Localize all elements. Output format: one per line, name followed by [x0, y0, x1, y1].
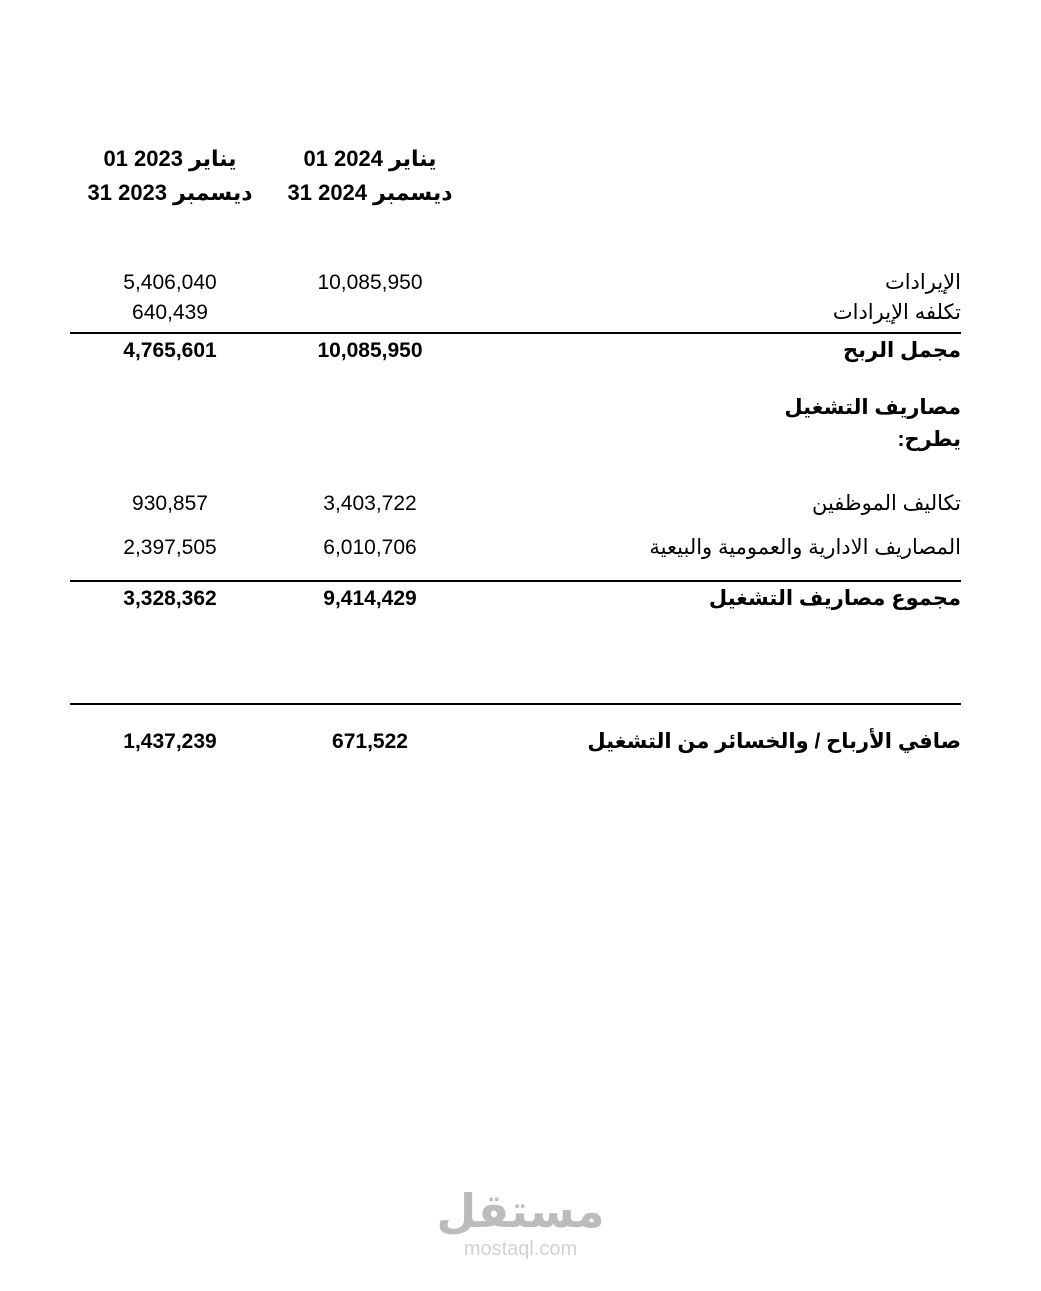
net-profit-rule	[70, 703, 961, 705]
row-revenue	[70, 268, 961, 298]
gross-profit-value-2024: 10,085,950	[317, 339, 423, 362]
gross-profit-rule	[70, 332, 961, 334]
revenue-label: الإيرادات	[884, 271, 961, 294]
admin-general-selling-value-2023: 2,397,505	[123, 536, 217, 559]
row-admin-general-selling	[70, 533, 961, 563]
income-statement	[70, 0, 961, 757]
less-label: يطرح:	[897, 428, 961, 451]
watermark	[0, 1185, 1041, 1261]
row-total-operating-expenses	[70, 584, 961, 614]
row-less	[70, 424, 961, 456]
staff-costs-value-2024: 3,403,722	[323, 492, 417, 515]
staff-costs-value-2023: 930,857	[132, 492, 208, 515]
net-operating-profit-value-2023: 1,437,239	[123, 730, 217, 753]
period-2024-header	[270, 142, 470, 210]
cost-of-revenue-label: تكلفه الإيرادات	[832, 301, 961, 324]
row-gross-profit	[70, 336, 961, 366]
period-2023-start-date: 01 يناير 2023	[103, 146, 237, 171]
total-operating-expenses-rule	[70, 580, 961, 582]
total-operating-expenses-label: مجموع مصاريف التشغيل	[708, 587, 961, 610]
row-cost-of-revenue	[70, 298, 961, 328]
period-2024-end-date: 31 ديسمبر 2024	[287, 180, 453, 205]
mostaql-logo: مستقل	[436, 1185, 605, 1237]
admin-general-selling-value-2024: 6,010,706	[323, 536, 417, 559]
period-2023-header	[70, 142, 270, 210]
revenue-value-2023: 5,406,040	[123, 271, 217, 294]
cost-of-revenue-value-2023: 640,439	[132, 301, 208, 324]
row-net-operating-profit	[70, 727, 961, 757]
gross-profit-value-2023: 4,765,601	[123, 339, 217, 362]
total-operating-expenses-value-2023: 3,328,362	[123, 587, 217, 610]
row-operating-expenses-title	[70, 392, 961, 424]
period-2023-end-date: 31 ديسمبر 2023	[87, 180, 253, 205]
period-2024-start-date: 01 يناير 2024	[303, 146, 437, 171]
row-staff-costs	[70, 489, 961, 519]
period-header-row	[70, 142, 961, 210]
net-operating-profit-value-2024: 671,522	[332, 730, 408, 753]
admin-general-selling-label: المصاريف الادارية والعمومية والبيعية	[649, 536, 961, 559]
operating-expenses-title: مصاريف التشغيل	[784, 396, 961, 419]
mostaql-domain-text: mostaql.com	[463, 1238, 578, 1260]
net-operating-profit-label: صافي الأرباح / والخسائر من التشغيل	[587, 730, 961, 753]
gross-profit-label: مجمل الربح	[843, 339, 961, 362]
revenue-value-2024: 10,085,950	[317, 271, 423, 294]
staff-costs-label: تكاليف الموظفين	[811, 492, 961, 515]
total-operating-expenses-value-2024: 9,414,429	[323, 587, 417, 610]
